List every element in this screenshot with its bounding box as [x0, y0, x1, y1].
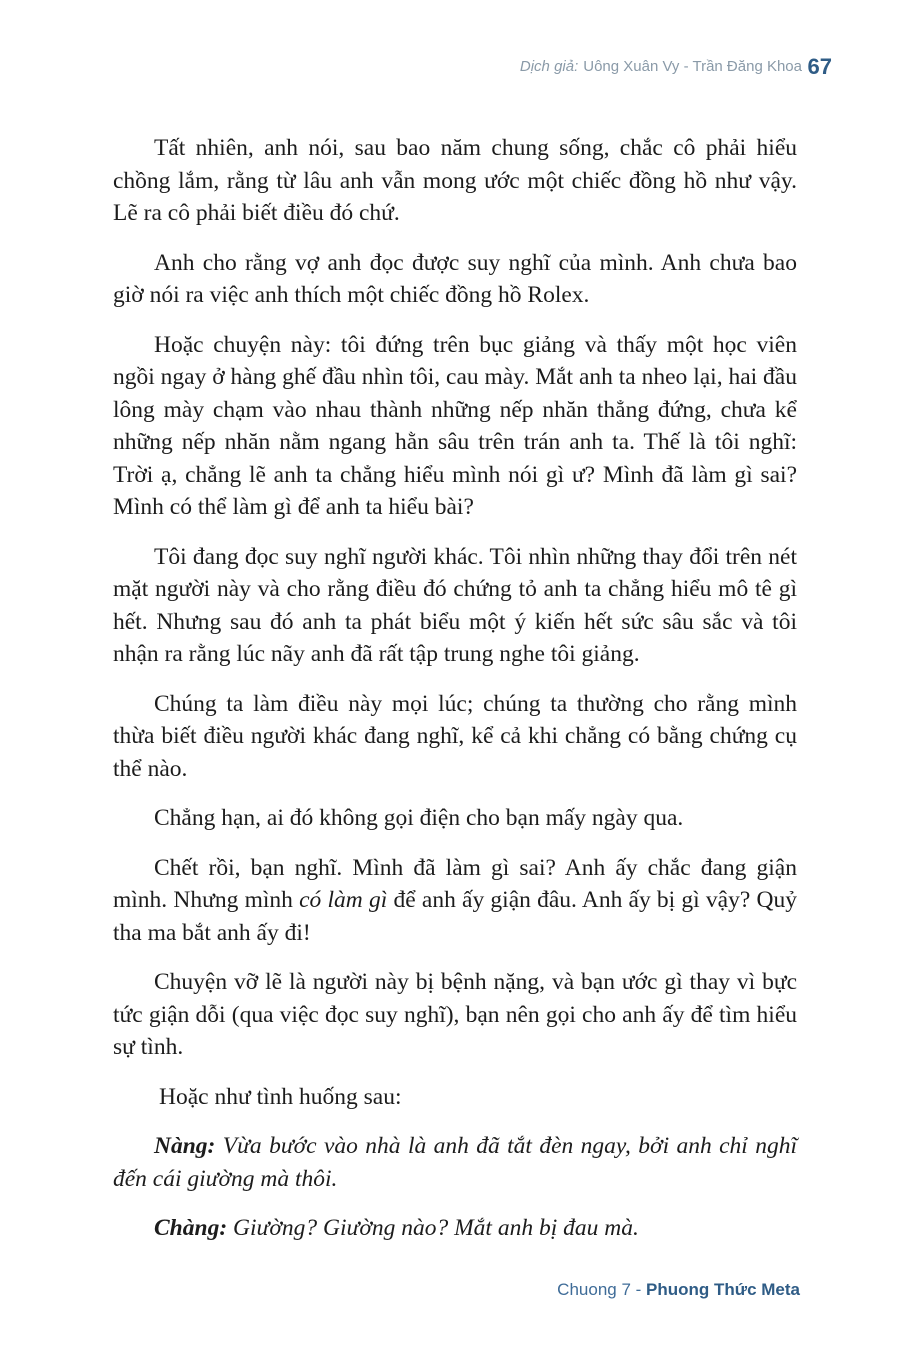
paragraph: Chuyện vỡ lẽ là người này bị bệnh nặng, và bạn ước gì thay vì bực tức giận dỗi (qua việc đọc suy nghĩ), bạn nên gọi cho anh ấy để tìm hiểu sự tình.	[113, 969, 797, 1060]
dialogue-line	[113, 1212, 797, 1245]
paragraph	[113, 852, 797, 950]
dialogue-line	[113, 1130, 797, 1195]
page-body	[113, 132, 797, 1262]
running-header	[519, 54, 832, 79]
translator-names: Uông Xuân Vy - Trần Đăng Khoa	[583, 58, 802, 75]
dialogue-text: Vừa bước vào nhà là anh đã tắt đèn ngay, bởi anh chỉ nghĩ đến cái giường mà thôi.	[113, 1133, 797, 1192]
chapter-title: Phuong Thức Meta	[646, 1280, 800, 1299]
dialogue-text: Giường? Giường nào? Mắt anh bị đau mà.	[227, 1215, 639, 1241]
page-number: 67	[807, 54, 832, 79]
chapter-number: Chuong 7 -	[557, 1280, 647, 1299]
paragraph: Anh cho rằng vợ anh đọc được suy nghĩ của mình. Anh chưa bao giờ nói ra việc anh thích một chiếc đồng hồ Rolex.	[113, 249, 797, 308]
paragraph-text: để anh ấy giận đâu. Anh ấy bị gì vậy? Quỷ tha ma bắt anh ấy đi!	[113, 887, 797, 946]
translator-label: Dịch giả:	[519, 58, 579, 75]
paragraph-text: Chết rồi, bạn nghĩ. Mình đã làm gì sai? Anh ấy chắc đang giận mình. Nhưng mình	[113, 854, 797, 913]
emphasis-text: có làm gì	[299, 887, 388, 913]
paragraph: Hoặc như tình huống sau:	[159, 1083, 402, 1110]
paragraph: Chúng ta làm điều này mọi lúc; chúng ta thường cho rằng mình thừa biết điều người khác đang nghĩ, kể cả khi chẳng có bằng chứng cụ thể nào.	[113, 690, 797, 782]
paragraph: Hoặc chuyện này: tôi đứng trên bục giảng và thấy một học viên ngồi ngay ở hàng ghế đầu nhìn tôi, cau mày. Mắt anh ta nheo lại, hai đầu lông mày chạm vào nhau thành những nếp nhăn thẳng đứng, chưa kể những nếp nhăn nằm ngang hằn sâu trên trán anh ta. Thế là tôi nghĩ: Trời ạ, chẳng lẽ anh ta chẳng hiểu mình nói gì ư? Mình đã làm gì sai? Mình có thể làm gì để anh ta hiểu bài?	[113, 331, 797, 520]
paragraph: Chẳng hạn, ai đó không gọi điện cho bạn mấy ngày qua.	[154, 805, 684, 831]
running-footer	[557, 1280, 800, 1300]
speaker-name: Nàng:	[154, 1133, 216, 1159]
paragraph: Tôi đang đọc suy nghĩ người khác. Tôi nhìn những thay đổi trên nét mặt người này và cho rằng điều đó chứng tỏ anh ta chẳng hiểu mô tê gì hết. Nhưng sau đó anh ta phát biểu một ý kiến hết sức sâu sắc và tôi nhận ra rằng lúc nãy anh đã rất tập trung nghe tôi giảng.	[113, 543, 797, 667]
paragraph: Tất nhiên, anh nói, sau bao năm chung sống, chắc cô phải hiểu chồng lắm, rằng từ lâu anh vẫn mong ước một chiếc đồng hồ như vậy. Lẽ ra cô phải biết điều đó chứ.	[113, 135, 797, 226]
speaker-name: Chàng:	[154, 1215, 228, 1241]
